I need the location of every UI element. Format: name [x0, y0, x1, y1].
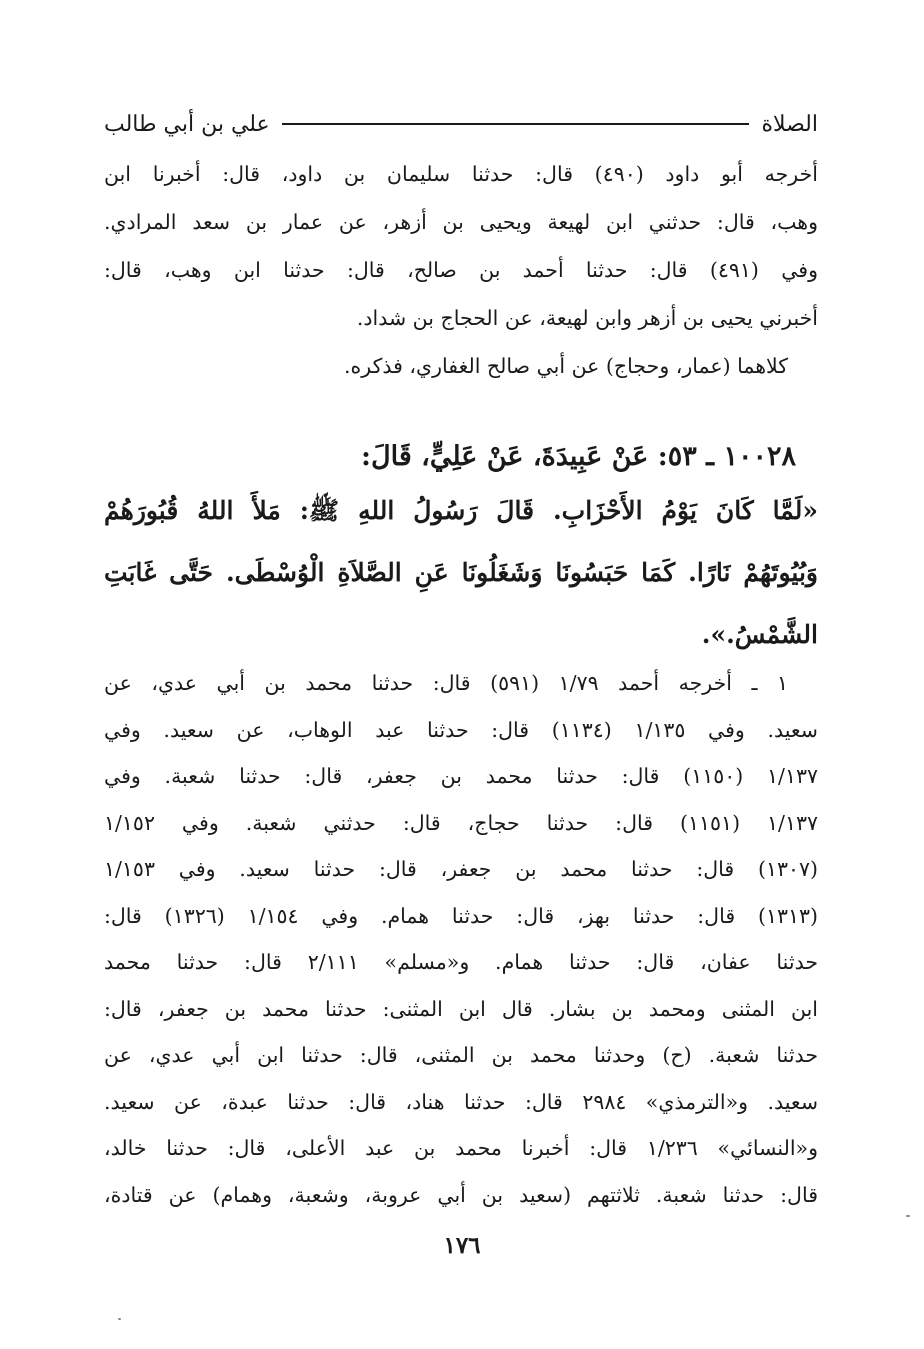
footnote-line: ١/١٣٧ (١١٥١) قال: حدثنا حجاج، قال: حدثني شعبة. وفي ١/١٥٢: [104, 810, 818, 835]
header-section-title: الصلاة: [761, 111, 818, 137]
intro-line: وفي (٤٩١) قال: حدثنا أحمد بن صالح، قال: حدثنا ابن وهب، قال:: [104, 258, 818, 282]
footnotes: [104, 660, 818, 1218]
footnote-line: ١/١٣٧ (١١٥٠) قال: حدثنا محمد بن جعفر، قال: حدثنا شعبة. وفي: [104, 764, 818, 788]
intro-line: وهب، قال: حدثني ابن لهيعة ويحيى بن أزهر، عن عمار بن سعد المرادي.: [104, 210, 818, 234]
hadith-number-heading: ١٠٠٢٨ ـ ٥٣: عَنْ عَبِيدَةَ، عَنْ عَلِيٍّ، قَالَ:: [361, 441, 796, 472]
footnote-line: و«النسائي» ١/٢٣٦ قال: أخبرنا محمد بن عبد الأعلى، قال: حدثنا خالد،: [104, 1136, 818, 1160]
intro-line: كلاهما (عمار، وحجاج) عن أبي صالح الغفاري، فذكره.: [344, 354, 788, 378]
header-author: علي بن أبي طالب: [104, 111, 270, 137]
footnote-line: (١٣١٣) قال: حدثنا بهز، قال: حدثنا همام. وفي ١/١٥٤ (١٣٢٦) قال:: [104, 903, 818, 928]
scan-speck: [118, 1318, 121, 1320]
footnote-line: حدثنا عفان، قال: حدثنا همام. و«مسلم» ٢/١١١ قال: حدثنا محمد: [104, 950, 819, 974]
running-header: [104, 108, 818, 140]
footnote-line: ابن المثنى ومحمد بن بشار. قال ابن المثنى: حدثنا محمد بن جعفر، قال:: [104, 996, 818, 1021]
footnote-line: سعيد. وفي ١/١٣٥ (١١٣٤) قال: حدثنا عبد الوهاب، عن سعيد. وفي: [104, 717, 818, 742]
scan-speck: [906, 1215, 910, 1217]
hadith-text: [104, 480, 818, 666]
hadith-line: الشَّمْسُ.».: [701, 620, 818, 649]
footnote-line: (١٣٠٧) قال: حدثنا محمد بن جعفر، قال: حدثنا سعيد. وفي ١/١٥٣: [104, 857, 818, 881]
footnote-line: سعيد. و«الترمذي» ٢٩٨٤ قال: حدثنا هناد، قال: حدثنا عبدة، عن سعيد.: [104, 1089, 818, 1114]
page-number: ١٧٦: [443, 1232, 481, 1259]
footnote-line: ١ ـ أخرجه أحمد ١/٧٩ (٥٩١) قال: حدثنا محمد بن أبي عدي، عن: [104, 671, 788, 695]
footnote-line: قال: حدثنا شعبة. ثلاثتهم (سعيد بن أبي عروبة، وشعبة، وهمام) عن قتادة،: [104, 1182, 818, 1207]
intro-line: أخرجه أبو داود (٤٩٠) قال: حدثنا سليمان بن داود، قال: أخبرنا ابن: [104, 162, 818, 186]
footnote-line: حدثنا شعبة. (ح) وحدثنا محمد بن المثنى، قال: حدثنا ابن أبي عدي، عن: [104, 1043, 818, 1067]
intro-line: أخبرني يحيى بن أزهر وابن لهيعة، عن الحجاج بن شداد.: [356, 306, 818, 330]
hadith-line: «لَمَّا كَانَ يَوْمُ الأَحْزَابِ. قَالَ رَسُولُ اللهِ ﷺ: مَلأَ اللهُ قُبُورَهُمْ: [104, 496, 818, 525]
hadith-line: وَبُيُوتَهُمْ نَارًا. كَمَا حَبَسُونَا وَشَغَلُونَا عَنِ الصَّلاَةِ الْوُسْطَى. حَتَّى غَابَتِ: [104, 558, 818, 587]
header-rule: [282, 123, 750, 125]
intro-paragraph: [104, 150, 818, 390]
